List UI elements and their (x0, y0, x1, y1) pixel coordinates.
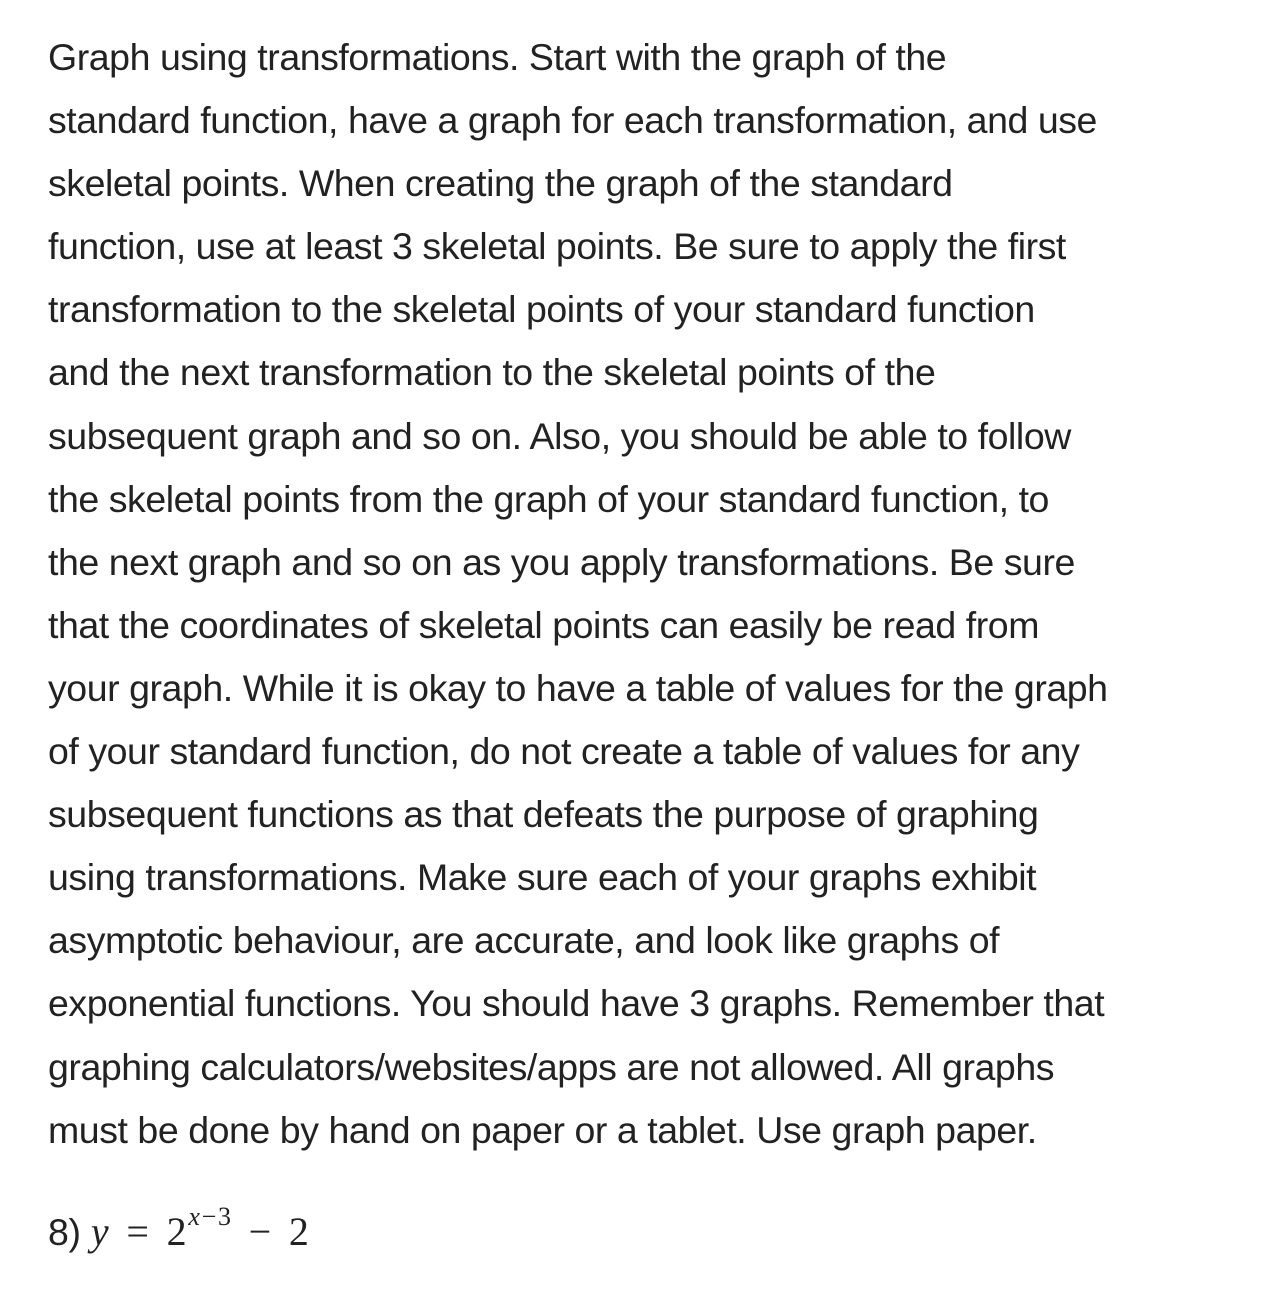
equation-lhs: y (90, 1208, 109, 1254)
equation-exponent (186, 1202, 230, 1231)
exponent-constant: 3 (217, 1201, 231, 1231)
exponent-minus: − (201, 1201, 216, 1231)
equals-sign: = (126, 1208, 149, 1254)
instructions-paragraph: Graph using transformations. Start with the graph of the standard function, have a graph for each transformation, and use skeletal points. When creating the graph of the standard function, use at least 3 skeletal points. Be sure to apply the first transformation to the skeletal points of your standard function and the next transformation to the skeletal points of the subsequent graph and so on. Also, you should be able to follow the skeletal points from the graph of your standard function, to the next graph and so on as you apply transformations. Be sure that the coordinates of skeletal points can easily be read from your graph. While it is okay to have a table of values for the graph of your standard function, do not create a table of values for any subsequent functions as that defeats the purpose of graphing using transformations. Make sure each of your graphs exhibit asymptotic behaviour, are accurate, and look like graphs of exponential functions. You should have 3 graphs. Remember that graphing calculators/websites/apps are not allowed. All graphs must be done by hand on paper or a tablet. Use graph paper. (48, 36, 1108, 1151)
exponent-variable: x (188, 1201, 200, 1231)
problem-8 (48, 1200, 1248, 1268)
minus-sign: − (248, 1208, 271, 1254)
equation-constant: 2 (288, 1208, 309, 1254)
equation-base: 2 (166, 1208, 187, 1254)
problem-page (48, 26, 1248, 1268)
equation (90, 1201, 309, 1254)
problem-number: 8) (48, 1210, 81, 1253)
